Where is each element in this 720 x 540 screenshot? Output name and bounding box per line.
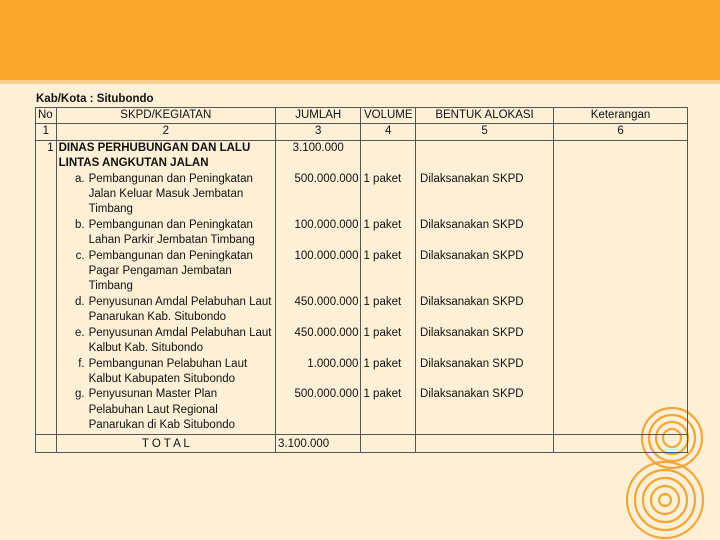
item-name: Penyusunan Master Plan Pelabuhan Laut Regional Panarukan di Kab Situbondo xyxy=(88,388,236,432)
item-jumlah: 100.000.000 xyxy=(275,249,360,295)
dinas-name: DINAS PERHUBUNGAN DAN LALU LINTAS ANGKUTAN JALAN xyxy=(56,140,275,171)
item-jumlah: 1.000.000 xyxy=(275,357,360,388)
item-name: Pembangunan Pelabuhan Laut Kalbut Kabupaten Situbondo xyxy=(88,357,248,385)
item-volume: 1 paket xyxy=(361,295,416,326)
colnum-kegiatan: 2 xyxy=(56,124,275,140)
table-row xyxy=(36,295,688,326)
item-letter: a. xyxy=(75,172,85,185)
dinas-jumlah: 3.100.000 xyxy=(275,140,360,171)
header-volume: VOLUME xyxy=(361,108,416,124)
item-bentuk: Dilaksanakan SKPD xyxy=(416,218,554,249)
colnum-no: 1 xyxy=(36,124,57,140)
banner-underline xyxy=(0,80,720,84)
item-bentuk: Dilaksanakan SKPD xyxy=(416,357,554,388)
item-letter: b. xyxy=(75,218,85,231)
colnum-keterangan: 6 xyxy=(554,124,688,140)
total-row xyxy=(36,434,688,452)
colnum-volume: 4 xyxy=(361,124,416,140)
table-row xyxy=(36,326,688,357)
table-row xyxy=(36,387,688,434)
header-no: No xyxy=(36,108,57,124)
table-row xyxy=(36,172,688,218)
item-volume: 1 paket xyxy=(361,387,416,434)
item-letter: f. xyxy=(78,357,85,370)
total-jumlah: 3.100.000 xyxy=(275,434,360,452)
item-volume: 1 paket xyxy=(361,172,416,218)
item-bentuk: Dilaksanakan SKPD xyxy=(416,249,554,295)
item-bentuk: Dilaksanakan SKPD xyxy=(416,387,554,434)
item-bentuk: Dilaksanakan SKPD xyxy=(416,172,554,218)
item-name: Pembangunan dan Peningkatan Lahan Parkir Jembatan Timbang xyxy=(88,218,255,247)
item-volume: 1 paket xyxy=(361,249,416,295)
region-label: Kab/Kota : Situbondo xyxy=(36,93,154,105)
item-bentuk: Dilaksanakan SKPD xyxy=(416,295,554,326)
item-name: Penyusunan Amdal Pelabuhan Laut Kalbut Kab. Situbondo xyxy=(88,326,272,355)
item-name: Pembangunan dan Peningkatan Jalan Keluar Masuk Jembatan Timbang xyxy=(88,172,253,216)
item-letter: d. xyxy=(75,295,85,308)
item-letter: g. xyxy=(75,388,85,401)
dinas-number: 1 xyxy=(36,140,57,171)
item-volume: 1 paket xyxy=(361,218,416,249)
colnum-jumlah: 3 xyxy=(275,124,360,140)
table-row xyxy=(36,249,688,295)
item-volume: 1 paket xyxy=(361,357,416,388)
table-header-row xyxy=(36,108,688,124)
header-jumlah: JUMLAH xyxy=(275,108,360,124)
item-volume: 1 paket xyxy=(361,326,416,357)
item-bentuk: Dilaksanakan SKPD xyxy=(416,326,554,357)
activity-rows xyxy=(36,172,688,434)
item-letter: e. xyxy=(75,326,85,339)
dinas-row xyxy=(36,140,688,171)
item-name: Pembangunan dan Peningkatan Pagar Pengaman Jembatan Timbang xyxy=(88,249,253,293)
column-number-row xyxy=(36,124,688,140)
item-jumlah: 450.000.000 xyxy=(275,326,360,357)
top-banner xyxy=(0,0,720,80)
colnum-bentuk: 5 xyxy=(416,124,554,140)
allocation-table xyxy=(35,107,688,453)
item-jumlah: 500.000.000 xyxy=(275,387,360,434)
table-row xyxy=(36,218,688,249)
item-jumlah: 100.000.000 xyxy=(275,218,360,249)
item-jumlah: 450.000.000 xyxy=(275,295,360,326)
item-letter: c. xyxy=(75,249,85,262)
header-keterangan: Keterangan xyxy=(554,108,688,124)
header-bentuk-alokasi: BENTUK ALOKASI xyxy=(416,108,554,124)
total-label: T O T A L xyxy=(56,434,275,452)
item-jumlah: 500.000.000 xyxy=(275,172,360,218)
table-row xyxy=(36,357,688,388)
item-name: Penyusunan Amdal Pelabuhan Laut Panarukan Kab. Situbondo xyxy=(88,295,272,324)
header-kegiatan: SKPD/KEGIATAN xyxy=(56,108,275,124)
